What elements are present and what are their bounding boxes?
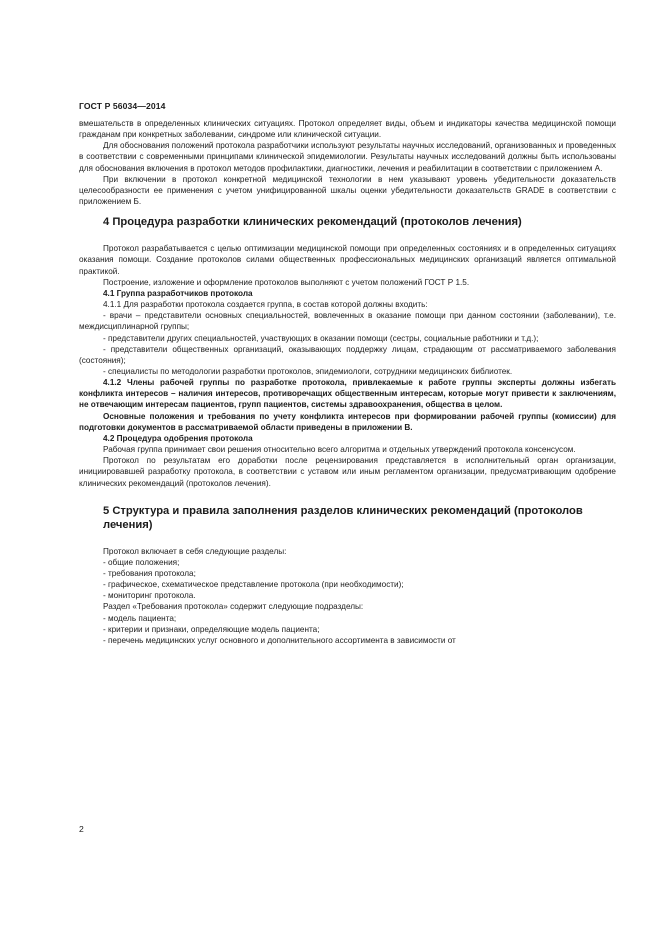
standard-header: ГОСТ Р 56034—2014 [79, 101, 166, 111]
section-4-heading: 4 Процедура разработки клинических рекомендаций (протоколов лечения) [103, 216, 522, 229]
section-4-paragraph-2: Построение, изложение и оформление протоколов выполняют с учетом положений ГОСТ Р 1.5. [103, 277, 470, 287]
clause-4-1-2-appendix: Основные положения и требования по учету конфликта интересов при формировании рабочей группы (комиссии) для подготовки документов в рассматриваемой области приведены в приложении В. [79, 411, 616, 432]
list-item: - специалисты по методологии разработки протоколов, эпидемиологи, сотрудники медицинских библиотек. [103, 366, 513, 376]
list-item: - перечень медицинских услуг основного и дополнительного ассортимента в зависимости от [103, 635, 456, 645]
section-5-intro-2: Раздел «Требования протокола» содержит следующие подразделы: [103, 602, 364, 612]
paragraph-justification: Для обоснования положений протокола разработчики используют результаты научных исследований, организованных и проведенных в соответствии с современными принципами клинической эпидемиологии. Результаты научных исследований должны быть использованы для обоснования включения в протокол методов профилактики, диагностики, лечения и реабилитации в соответствии с приложением А. [79, 141, 616, 173]
list-item: - модель пациента; [103, 613, 177, 623]
section-4-paragraph-1: Протокол разрабатывается с целью оптимизации медицинской помощи при определенных состояниях и в определенных ситуациях оказания помощи. Создание протоколов силами общественных профессиональных медицинских организаций является оптимальной практикой. [79, 244, 616, 276]
list-item: - графическое, схематическое представление протокола (при необходимости); [103, 580, 404, 590]
subsection-4-1-heading: 4.1 Группа разработчиков протокола [103, 288, 253, 298]
subsection-4-2-heading: 4.2 Процедура одобрения протокола [103, 433, 253, 443]
list-item: - критерии и признаки, определяющие модель пациента; [103, 624, 320, 634]
paragraph-continuation: вмешательств в определенных клинических ситуациях. Протокол определяет виды, объем и индикаторы качества медицинской помощи гражданам при конкретных заболевании, синдроме или клинической ситуации. [79, 119, 616, 140]
list-item: - врачи – представители основных специальностей, вовлеченных в оказание помощи при данном состоянии (заболевании), т.е. междисциплинарной группы; [79, 311, 616, 332]
paragraph-grade: При включении в протокол конкретной медицинской технологии в нем указывают уровень убедительности доказательств целесообразности ее применения с учетом унифицированной шкалы оценки убедительности доказательств GRADE в соответствии с приложением Б. [79, 174, 616, 207]
list-item: - представители общественных организаций, оказывающих поддержку лицам, страдающим от рассматриваемого заболевания (состояния); [79, 344, 616, 365]
page-content [79, 118, 616, 646]
list-item: - требования протокола; [103, 569, 196, 578]
page-number: 2 [79, 824, 84, 834]
section-5-heading: 5 Структура и правила заполнения разделов клинических рекомендаций (протоколов лечения) [103, 504, 583, 531]
list-item: - представители других специальностей, участвующих в оказании помощи (сестры, социальные работники и т.д.); [103, 333, 539, 343]
clause-4-1-1: 4.1.1 Для разработки протокола создается группа, в состав которой должны входить: [103, 300, 428, 310]
subsection-4-2-paragraph-1: Рабочая группа принимает свои решения относительно всего алгоритма и отдельных утверждений протокола консенсусом. [103, 445, 576, 455]
section-5-intro: Протокол включает в себя следующие разделы: [103, 546, 287, 556]
list-item: - общие положения; [103, 557, 180, 567]
subsection-4-2-paragraph-2: Протокол по результатам его доработки после рецензирования представляется в исполнительный орган организации, инициировавшей разработку протокола, в соответствии с уставом или иным регламентом организации, предусматривающим одобрение клинических рекомендаций (протоколов лечения). [79, 456, 616, 488]
list-item: - мониторинг протокола. [103, 591, 196, 601]
clause-4-1-2: 4.1.2 Члены рабочей группы по разработке протокола, привлекаемые к работе группы эксперты должны избегать конфликта интересов – наличия интересов, противоречащих общественным интересам, которые могут привести к заключениям, не отвечающим интересам пациентов, групп пациентов, системы здравоохранения, общества в целом. [79, 378, 616, 410]
